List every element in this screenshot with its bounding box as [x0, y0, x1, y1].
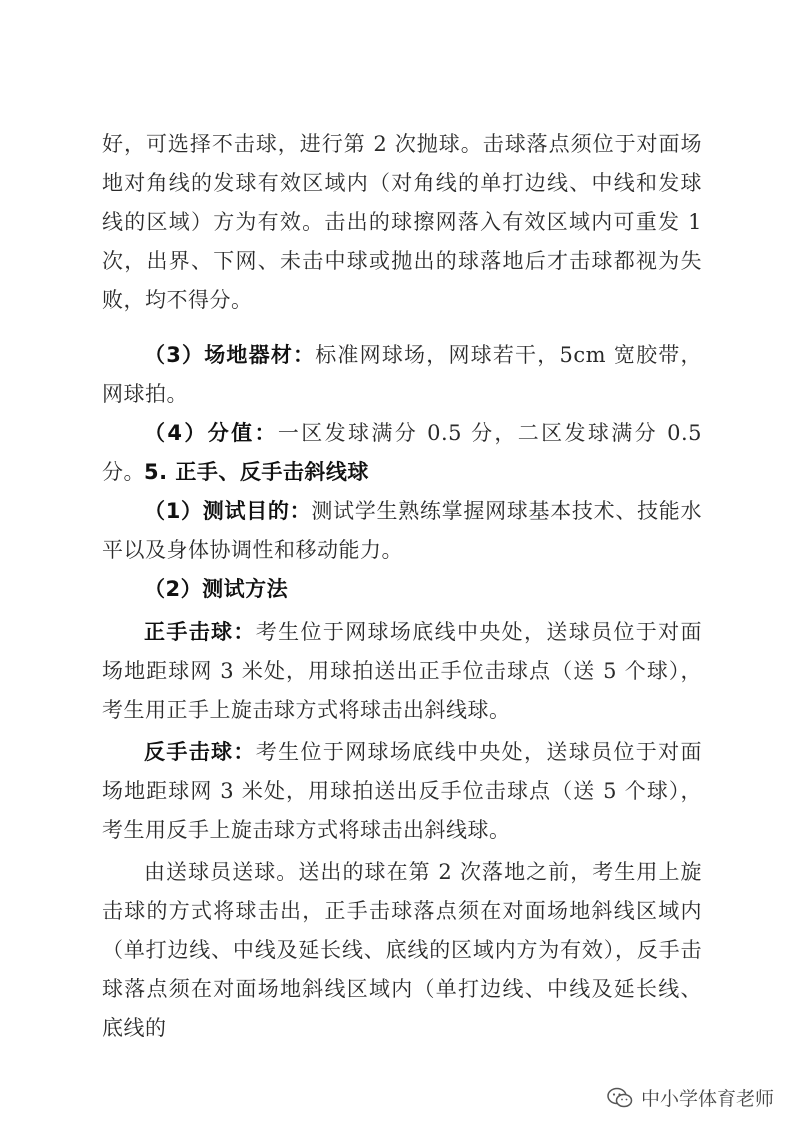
score-text: 一区发球满分 0.5 分，二区发球满分 0.5 分。	[102, 421, 702, 484]
purpose-text: 测试学生熟练掌握网球基本技术、技能水平以及身体协调性和移动能力。	[102, 499, 702, 562]
paragraph-continued: 好，可选择不击球，进行第 2 次抛球。击球落点须位于对面场地对角线的发球有效区域内（对角线的单打边线、中线和发球线的区域）方为有效。击出的球擦网落入有效区域内可重发 1 次，出界、下网、未击中球或抛出的球落地后才击球都视为失败，均不得分。	[102, 132, 702, 312]
method-title: （2）测试方法	[144, 577, 289, 601]
paragraph-backhand	[102, 733, 702, 850]
subheading-method	[102, 570, 702, 609]
purpose-label: （1）测试目的：	[144, 499, 312, 523]
watermark-text: 中小学体育老师	[640, 1088, 774, 1110]
body-text-backhand	[102, 733, 702, 850]
body-text	[102, 125, 702, 320]
watermark	[607, 1084, 774, 1111]
body-text-purpose	[102, 492, 702, 570]
paragraph-purpose	[102, 492, 702, 570]
backhand-text: 考生位于网球场底线中央处，送球员位于对面场地距球网 3 米处，用球拍送出反手位击球点（送 5 个球），考生用反手上旋击球方式将球击出斜线球。	[102, 740, 703, 842]
paragraph-forehand	[102, 613, 702, 730]
section-heading-5	[102, 453, 702, 492]
equipment-label: （3）场地器材：	[144, 343, 316, 367]
paragraph-equipment	[102, 336, 702, 414]
score-label: （4）分值：	[144, 421, 278, 445]
forehand-text: 考生位于网球场底线中央处，送球员位于对面场地距球网 3 米处，用球拍送出正手位击球点（送 5 个球），考生用正手上旋击球方式将球击出斜线球。	[102, 620, 703, 722]
paragraph-rules: 由送球员送球。送出的球在第 2 次落地之前，考生用上旋击球的方式将球击出，正手击球落点须在对面场地斜线区域内（单打边线、中线及延长线、底线的区域内方为有效），反手击球落点须在对面场地斜线区域内（单打边线、中线及延长线、底线的	[102, 860, 702, 1040]
equipment-text: 标准网球场，网球若干，5cm 宽胶带，网球拍。	[102, 343, 702, 406]
body-text-rules	[102, 853, 702, 1048]
section-title: 5. 正手、反手击斜线球	[144, 460, 369, 484]
backhand-label: 反手击球：	[144, 740, 256, 764]
body-text-forehand	[102, 613, 702, 730]
body-text-equipment	[102, 336, 702, 414]
forehand-label: 正手击球：	[144, 620, 256, 644]
wechat-icon	[607, 1087, 633, 1109]
